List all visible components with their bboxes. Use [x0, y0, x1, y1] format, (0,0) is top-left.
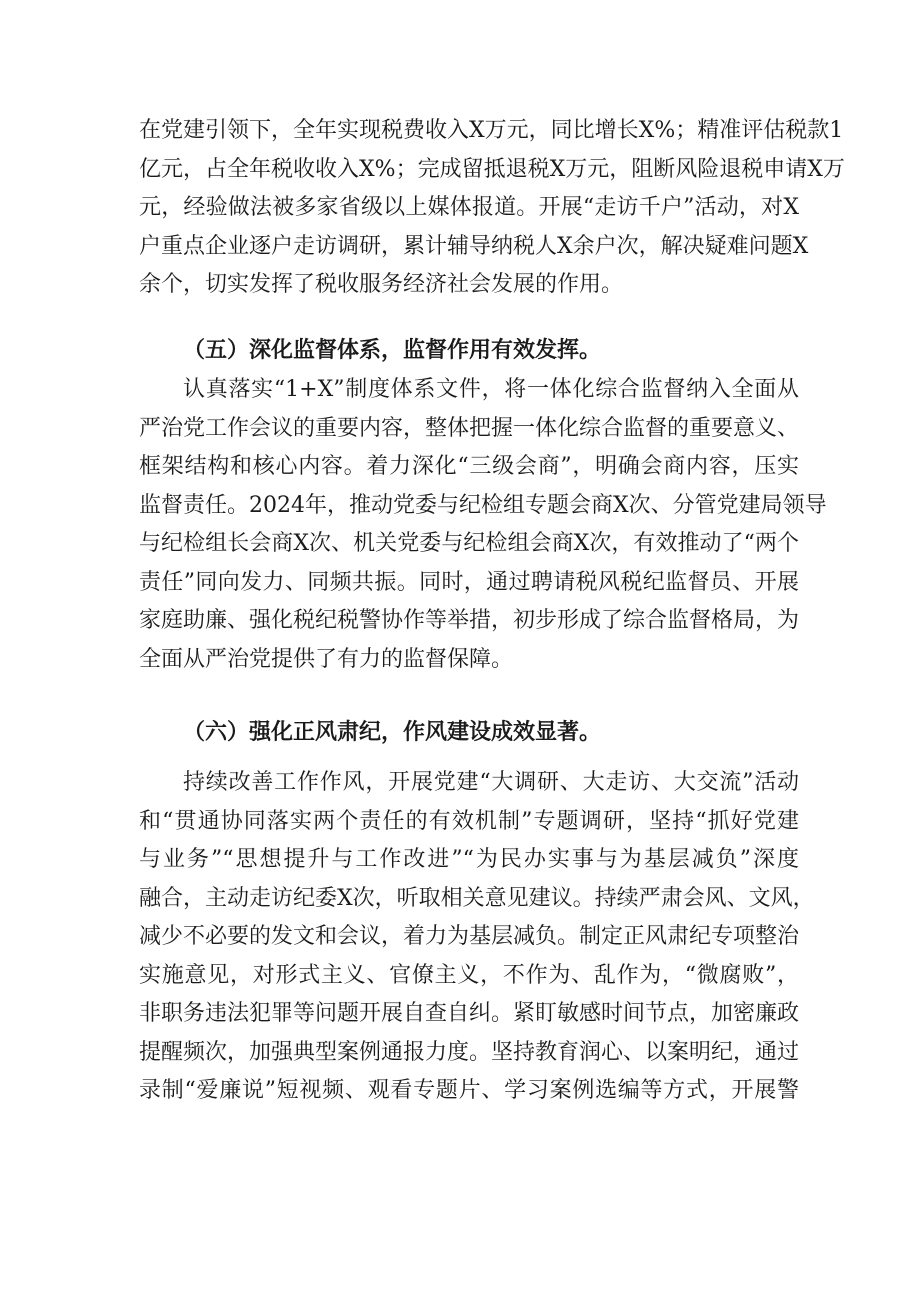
paragraph-line: 提醒频次，加强典型案例通报力度。坚持教育润心、以案明纪，通过	[139, 1039, 800, 1065]
paragraph-line: 录制“爱廉说”短视频、观看专题片、学习案例选编等方式，开展警	[139, 1078, 799, 1103]
paragraph-line: 与纪检组长会商X次、机关党委与纪检组会商X次，有效推动了“两个	[139, 531, 799, 556]
paragraph-line: 认真落实“1+X”制度体系文件，将一体化综合监督纳入全面从	[183, 377, 799, 402]
paragraph-line: 非职务违法犯罪等问题开展自查自纠。紧盯敏感时间节点，加密廉政	[139, 1001, 800, 1026]
paragraph-line: 户重点企业逐户走访调研，累计辅导纳税人X余户次，解决疑难问题X	[139, 233, 809, 259]
paragraph-line: 减少不必要的发文和会议，着力为基层减负。制定正风肃纪专项整治	[139, 924, 800, 949]
paragraph-line: 持续改善工作作风，开展党建“大调研、大走访、大交流”活动	[183, 770, 799, 795]
paragraph-line: 余个，切实发挥了税收服务经济社会发展的作用。	[139, 272, 624, 297]
paragraph-line: 融合，主动走访纪委X次，听取相关意见建议。持续严肃会风、文风，	[139, 885, 815, 911]
paragraph-line: 框架结构和核心内容。着力深化“三级会商”，明确会商内容，压实	[139, 454, 799, 479]
paragraph-line: 家庭助廉、强化税纪税警协作等举措，初步形成了综合监督格局，为	[139, 608, 800, 633]
paragraph-line: 实施意见，对形式主义、官僚主义，不作为、乱作为，“微腐败”，	[139, 962, 799, 988]
paragraph-line: 监督责任。2024年，推动党委与纪检组专题会商X次、分管党建局领导	[139, 492, 827, 518]
section-heading-6: （六）强化正风肃纪，作风建设成效显著。	[183, 720, 602, 745]
paragraph-line: 元，经验做法被多家省级以上媒体报道。开展“走访千户”活动，对X	[139, 195, 799, 220]
paragraph-discipline	[139, 764, 815, 1111]
section-heading-5: （五）深化监督体系，监督作用有效发挥。	[183, 338, 602, 363]
paragraph-line: 与业务”“思想提升与工作改进”“为民办实事与为基层减负”深度	[139, 847, 799, 872]
paragraph-line: 责任”同向发力、同频共振。同时，通过聘请税风税纪监督员、开展	[139, 569, 799, 595]
paragraph-line: 和“贯通协同落实两个责任的有效机制”专题调研，坚持“抓好党建	[139, 808, 799, 834]
paragraph-tax-results	[139, 112, 845, 305]
paragraph-line: 全面从严治党提供了有力的监督保障。	[139, 646, 514, 672]
paragraph-line: 在党建引领下，全年实现税费收入X万元，同比增长X%；精准评估税款1	[139, 118, 844, 143]
paragraph-supervision	[139, 371, 827, 679]
paragraph-line: 严治党工作会议的重要内容，整体把握一体化综合监督的重要意义、	[139, 415, 800, 441]
paragraph-line: 亿元，占全年税收收入X%；完成留抵退税X万元，阻断风险退税申请X万	[139, 156, 845, 182]
